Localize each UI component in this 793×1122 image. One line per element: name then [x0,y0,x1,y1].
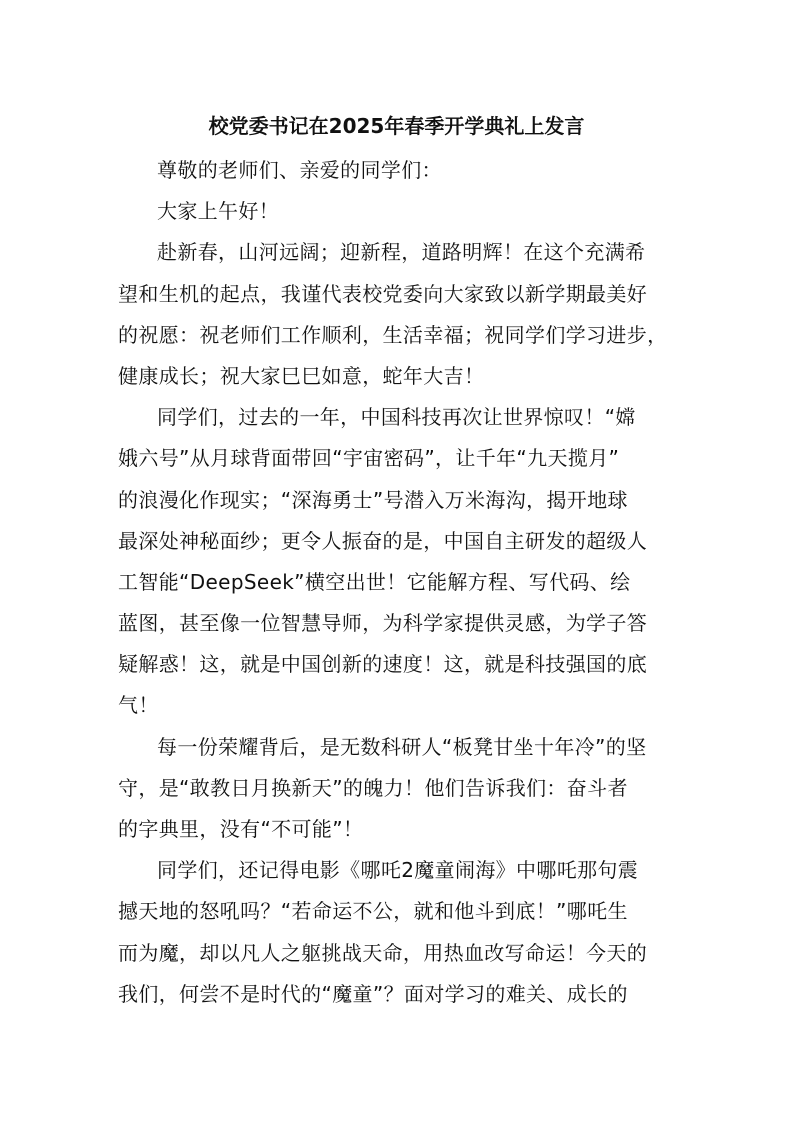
paragraph-line: 我们，何尝不是时代的“魔童”？面对学习的难关、成长的 [118,981,628,1006]
document-body [118,150,688,1015]
paragraph-line: 娥六号”从月球背面带回“宇宙密码”，让千年“九天揽月” [118,446,620,471]
paragraph-line: 而为魔，却以凡人之躯挑战天命，用热血改写命运！今天的 [118,940,648,965]
greeting-line: 大家上午好！ [157,199,280,224]
paragraph-line: 同学们，还记得电影《哪吒2魔童闹海》中哪吒那句震 [157,858,639,883]
paragraph-line: 工智能“DeepSeek”横空出世！它能解方程、写代码、绘 [118,569,631,594]
paragraph-line: 的浪漫化作现实；“深海勇士”号潜入万米海沟，揭开地球 [118,487,628,512]
paragraph-line: 的字典里，没有“不可能”！ [118,817,364,841]
paragraph-line: 气！ [118,693,159,718]
paragraph-line: 守，是“敢教日月换新天”的魄力！他们告诉我们：奋斗者 [118,775,628,800]
paragraph-line: 每一份荣耀背后，是无数科研人“板凳甘坐十年冷”的坚 [157,734,647,759]
paragraph-line: 疑解惑！这，就是中国创新的速度！这，就是科技强国的底 [118,652,648,677]
document-title: 校党委书记在2025年春季开学典礼上发言 [208,114,585,138]
paragraph-line: 健康成长；祝大家巳巳如意，蛇年大吉！ [118,363,485,388]
paragraph-line: 最深处神秘面纱；更令人振奋的是，中国自主研发的超级人 [118,528,648,553]
paragraph-line: 同学们，过去的一年，中国科技再次让世界惊叹！“嫦 [157,405,636,430]
paragraph-line: 的祝愿：祝老师们工作顺利，生活幸福；祝同学们学习进步， [118,322,668,347]
paragraph-line: 蓝图，甚至像一位智慧导师，为科学家提供灵感，为学子答 [118,611,648,636]
salutation-line: 尊敬的老师们、亲爱的同学们： [157,158,442,182]
paragraph-line: 望和生机的起点，我谨代表校党委向大家致以新学期最美好 [118,281,648,306]
paragraph-line: 撼天地的怒吼吗？“若命运不公，就和他斗到底！”哪吒生 [118,899,628,924]
paragraph-line: 赴新春，山河远阔；迎新程，道路明辉！在这个充满希 [157,240,646,265]
